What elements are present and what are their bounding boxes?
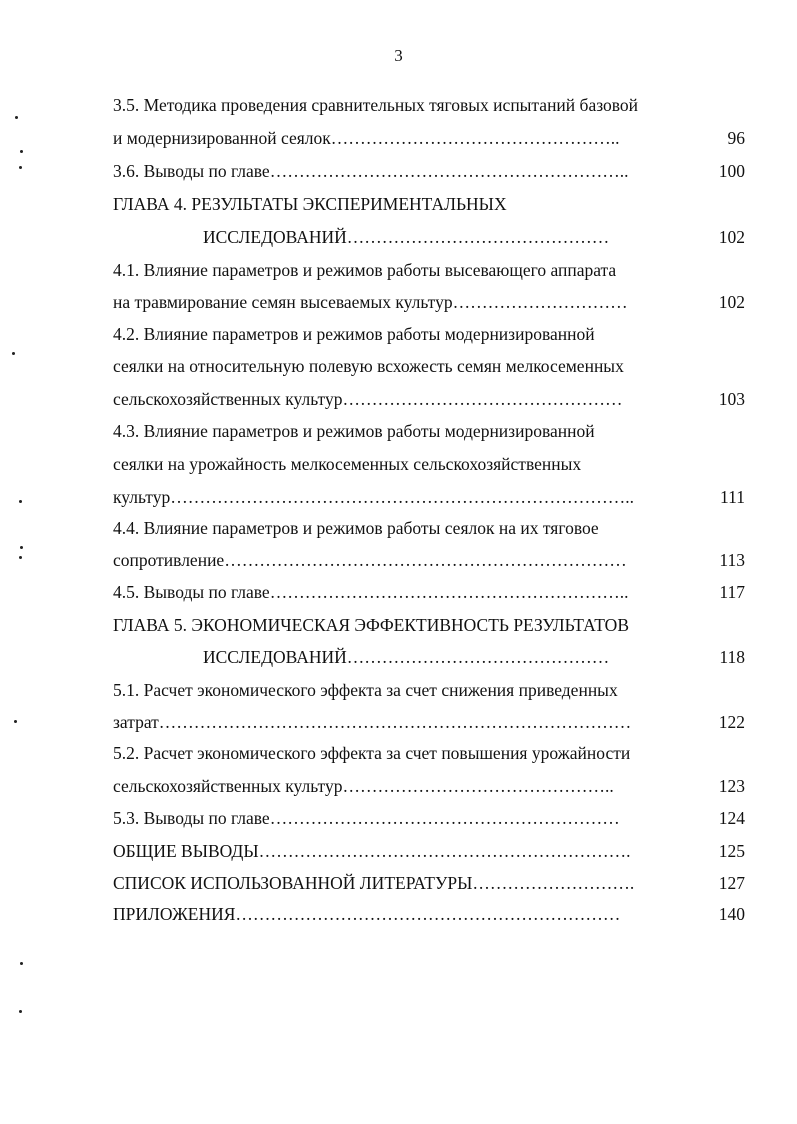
scan-speck [19,556,22,559]
toc-page-number: 100 [718,161,745,181]
toc-line: культур…………………………………………………………………….. [113,487,634,507]
toc-line: 4.5. Выводы по главе…………………………………………………….. [113,582,629,602]
toc-line: 4.2. Влияние параметров и режимов работы модернизированной [113,324,595,344]
toc-line: сеялки на урожайность мелкосеменных сельскохозяйственных [113,454,582,474]
toc-line: 4.1. Влияние параметров и режимов работы высевающего аппарата [113,260,617,280]
toc-page-number: 102 [718,292,745,312]
scan-speck [12,352,15,355]
toc-line: сеялки на относительную полевую всхожесть семян мелкосеменных [113,356,624,376]
scan-speck [20,546,23,549]
scan-speck [19,500,22,503]
toc-line: ГЛАВА 4. РЕЗУЛЬТАТЫ ЭКСПЕРИМЕНТАЛЬНЫХ [113,194,507,214]
toc-page-number: 127 [718,873,745,893]
toc-page-number: 118 [719,647,745,667]
toc-line: сельскохозяйственных культур………………………………………… [113,389,623,409]
toc-page-number: 123 [718,776,745,796]
toc-page-number: 113 [719,550,745,570]
toc-line: 5.3. Выводы по главе…………………………………………………… [113,808,620,828]
toc-line: ИССЛЕДОВАНИЙ……………………………………… [203,227,610,247]
toc-page-number: 122 [718,712,745,732]
scan-speck [14,720,17,723]
toc-line: 3.6. Выводы по главе…………………………………………………….. [113,161,629,181]
scan-speck [20,150,23,153]
toc-line: 5.1. Расчет экономического эффекта за счет снижения приведенных [113,680,618,700]
toc-line: 3.5. Методика проведения сравнительных тяговых испытаний базовой [113,95,639,115]
toc-line: ОБЩИЕ ВЫВОДЫ………………………………………………………. [113,841,631,861]
toc-line: 4.4. Влияние параметров и режимов работы сеялок на их тяговое [113,518,599,538]
toc-line: ПРИЛОЖЕНИЯ………………………………………………………… [113,904,621,924]
toc-line: на травмирование семян высеваемых культур………………………… [113,292,628,312]
toc-page-number: 125 [718,841,745,861]
toc-line: и модернизированной сеялок………………………………………….. [113,128,620,148]
toc-page-number: 124 [718,808,745,828]
toc-line: сельскохозяйственных культур……………………………………….. [113,776,614,796]
toc-page-number: 140 [718,904,745,924]
toc-line: 5.2. Расчет экономического эффекта за счет повышения урожайности [113,743,631,763]
toc-line: ИССЛЕДОВАНИЙ……………………………………… [203,647,610,667]
toc-page-number: 111 [720,487,745,507]
scan-speck [19,166,22,169]
toc-page-number: 103 [718,389,745,409]
scan-speck [19,1010,22,1013]
toc-line: ГЛАВА 5. ЭКОНОМИЧЕСКАЯ ЭФФЕКТИВНОСТЬ РЕЗУЛЬТАТОВ [113,615,629,635]
toc-line: СПИСОК ИСПОЛЬЗОВАННОЙ ЛИТЕРАТУРЫ………………………. [113,873,635,893]
scan-speck [20,962,23,965]
toc-page-number: 96 [727,128,745,148]
toc-line: 4.3. Влияние параметров и режимов работы модернизированной [113,421,595,441]
page-number: 3 [394,46,403,65]
scan-speck [15,116,18,119]
toc-page-number: 102 [718,227,745,247]
toc-line: затрат……………………………………………………………………… [113,712,632,732]
toc-line: сопротивление…………………………………………………………… [113,550,627,570]
toc-page-number: 117 [719,582,745,602]
